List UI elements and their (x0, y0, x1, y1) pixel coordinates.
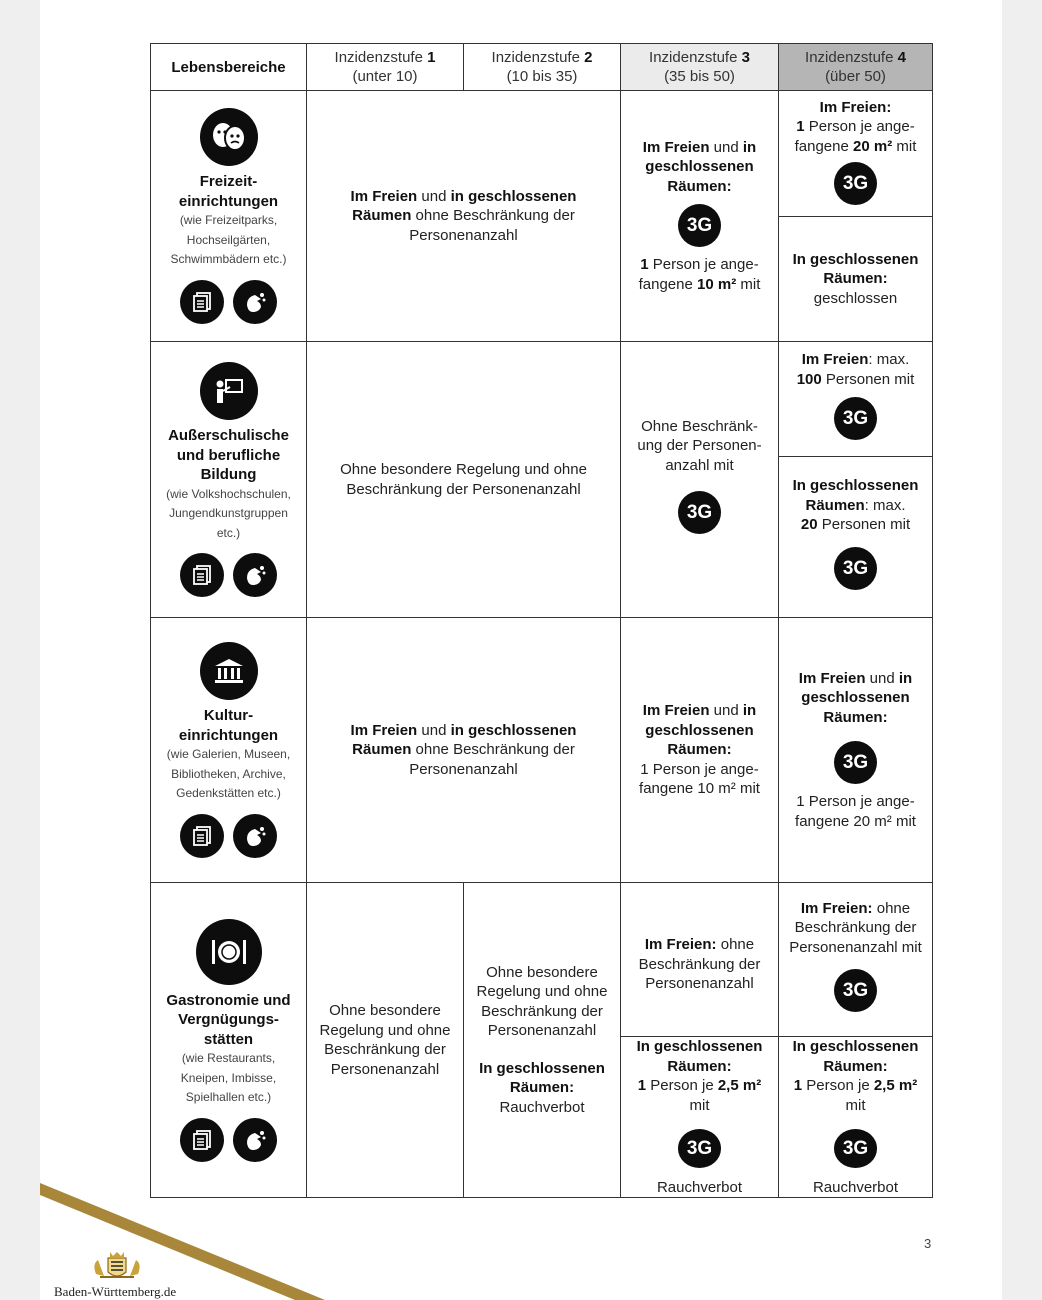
incidence-table (150, 43, 933, 1198)
category-freizeiteinrichtungen (150, 90, 307, 342)
3g-badge: 3G (834, 547, 877, 590)
page-number: 3 (924, 1236, 932, 1251)
rule-icons (180, 553, 277, 597)
row4-stufe-4-indoor: In geschlossenen Räumen: 1 Person je 2,5 m² mit 3G Rauchverbot (778, 1036, 933, 1198)
3g-badge: 3G (834, 162, 877, 205)
row4-stufe-3-indoor: In geschlossenen Räumen: 1 Person je 2,5 m² mit 3G Rauchverbot (620, 1036, 779, 1198)
handwash-icon (233, 280, 277, 324)
row4-stufe-1: Ohne besondere Regelung und ohne Beschränkung der Personenanzahl (306, 882, 464, 1198)
row1-stufe-3: Im Freien und in geschlossenen Räumen: 3G 1 Person je ange-fangene 10 m² mit (620, 90, 779, 342)
document-icon (180, 553, 224, 597)
document-icon (180, 1118, 224, 1162)
coat-of-arms-icon (90, 1250, 144, 1282)
handwash-icon (233, 814, 277, 858)
baden-wuerttemberg-logo (54, 1250, 194, 1298)
category-title: Gastronomie und Vergnügungs-stätten (166, 991, 291, 1048)
rule-icons (180, 814, 277, 858)
row3-stufe-1-2: Im Freien und in geschlossenen Räumen ohne Beschränkung der Personenanzahl (306, 617, 621, 883)
theater-masks-icon (200, 108, 258, 166)
category-example: (wie Volkshochschulen, Jungendkunstgruppen etc.) (166, 486, 291, 540)
handwash-icon (233, 1118, 277, 1162)
row1-stufe-1-2: Im Freien und in geschlossenen Räumen ohne Beschränkung der Personenanzahl (306, 90, 621, 342)
teacher-board-icon (200, 362, 258, 420)
category-title: Freizeit-einrichtungen (178, 173, 279, 210)
3g-badge: 3G (834, 1129, 877, 1168)
row4-stufe-4-outdoor: Im Freien: ohne Beschränkung der Personenanzahl mit 3G (778, 882, 933, 1037)
plate-cutlery-icon (196, 919, 262, 985)
museum-building-icon (200, 642, 258, 700)
row3-stufe-3: Im Freien und in geschlossenen Räumen: 1 Person je ange-fangene 10 m² mit (620, 617, 779, 883)
category-bildung (150, 341, 307, 618)
rule-icons (180, 1118, 277, 1162)
row1-stufe-4-outdoor: Im Freien: 1 Person je ange-fangene 20 m² mit 3G (778, 90, 933, 217)
handwash-icon (233, 553, 277, 597)
category-title: Außerschulische und berufliche Bildung (168, 427, 289, 483)
category-title: Kultur-einrichtungen (178, 707, 279, 744)
header-lebensbereiche: Lebensbereiche (150, 43, 307, 91)
3g-badge: 3G (834, 969, 877, 1012)
header-stufe-1: Inzidenzstufe 1 (unter 10) (306, 43, 464, 91)
document-icon (180, 280, 224, 324)
header-stufe-2: Inzidenzstufe 2 (10 bis 35) (463, 43, 621, 91)
row4-stufe-2: Ohne besondere Regelung und ohne Beschränkung der Personenanzahl In geschlossenen Räumen: Rauchverbot (463, 882, 621, 1198)
category-example: (wie Galerien, Museen, Bibliotheken, Archive, Gedenkstätten etc.) (166, 747, 291, 801)
row1-stufe-4-indoor: In geschlossenen Räumen: geschlossen (778, 216, 933, 342)
category-example: (wie Freizeitparks, Hochseilgärten, Schwimmbädern etc.) (170, 213, 287, 267)
row3-stufe-4: Im Freien und in geschlossenen Räumen: 3G 1 Person je ange-fangene 20 m² mit (778, 617, 933, 883)
row2-stufe-4-outdoor: Im Freien: max. 100 Personen mit 3G (778, 341, 933, 457)
category-kultureinrichtungen (150, 617, 307, 883)
row2-stufe-3: Ohne Beschränk-ung der Personen-anzahl mit 3G (620, 341, 779, 618)
row4-stufe-3-outdoor: Im Freien: ohne Beschränkung der Personenanzahl (620, 882, 779, 1037)
header-stufe-4: Inzidenzstufe 4 (über 50) (778, 43, 933, 91)
category-gastronomie (150, 882, 307, 1198)
category-example: (wie Restaurants, Kneipen, Imbisse, Spielhallen etc.) (180, 1051, 277, 1104)
3g-badge: 3G (834, 397, 877, 440)
footer-logo-text: Baden-Württemberg.de (54, 1284, 177, 1299)
row2-stufe-4-indoor: In geschlossenen Räumen: max. 20 Personen mit 3G (778, 456, 933, 618)
3g-badge: 3G (678, 491, 721, 534)
row2-stufe-1-2: Ohne besondere Regelung und ohne Beschränkung der Personenanzahl (306, 341, 621, 618)
3g-badge: 3G (678, 204, 721, 247)
rule-icons (180, 280, 277, 324)
document-icon (180, 814, 224, 858)
3g-badge: 3G (678, 1129, 721, 1168)
header-stufe-3: Inzidenzstufe 3 (35 bis 50) (620, 43, 779, 91)
3g-badge: 3G (834, 741, 877, 784)
